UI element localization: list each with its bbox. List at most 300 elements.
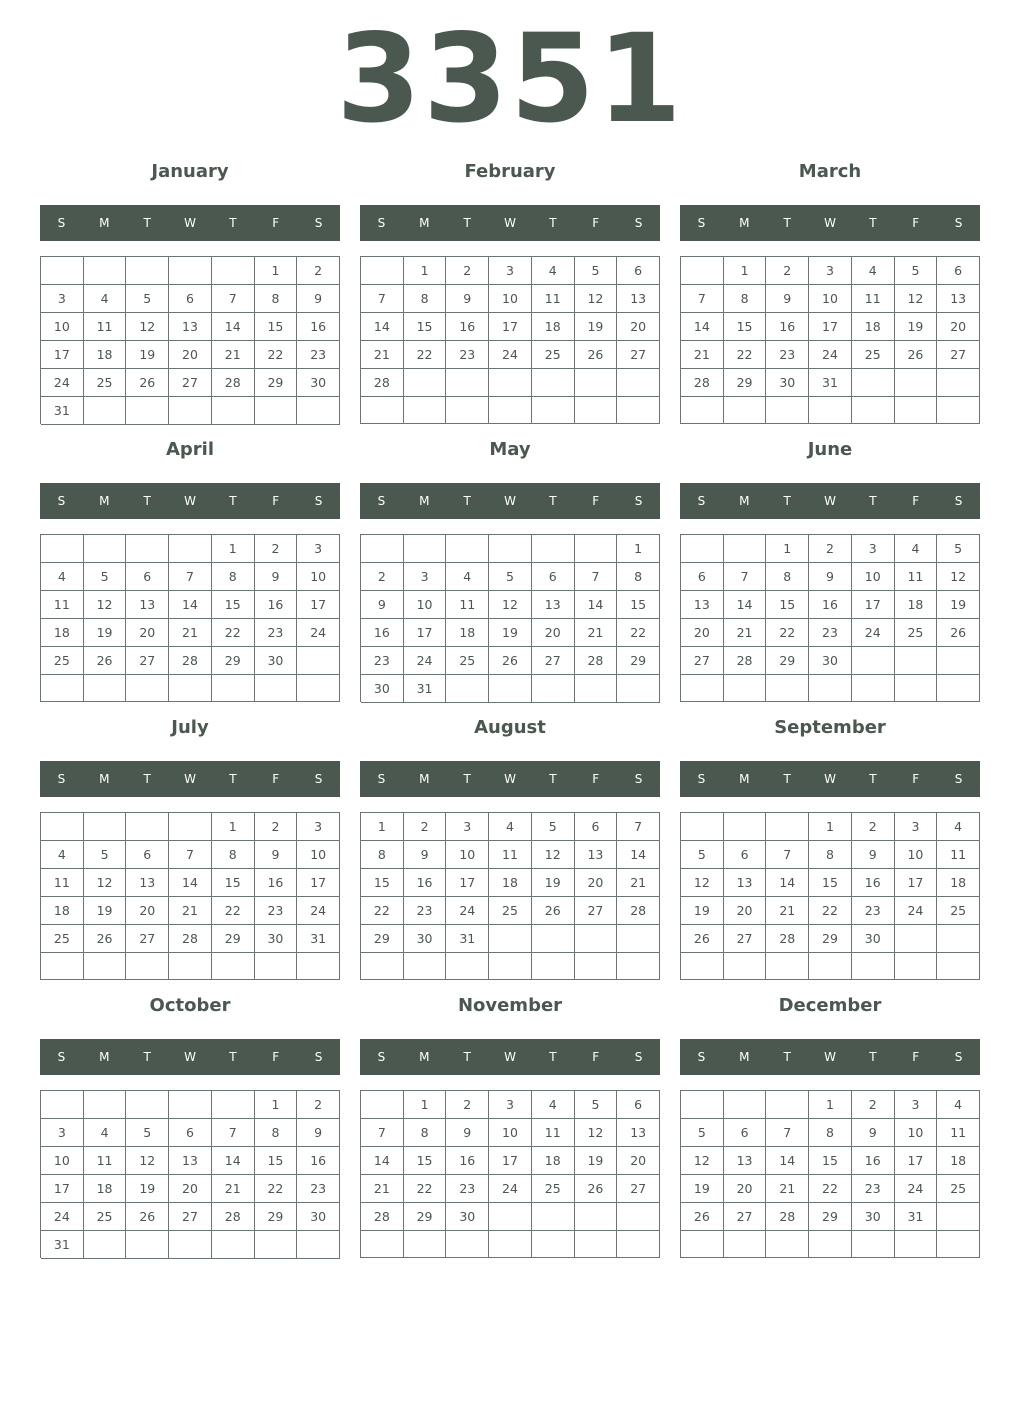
day-cell: 11 [41, 591, 84, 619]
day-cell: 27 [617, 341, 660, 369]
weekday-label: W [504, 772, 516, 786]
weekday-label: S [314, 772, 323, 786]
day-cell: 6 [575, 813, 618, 841]
day-cell: 28 [766, 1203, 809, 1231]
empty-cell [255, 675, 298, 702]
day-cell: 30 [809, 647, 852, 675]
day-cell: 13 [575, 841, 618, 869]
day-cell: 5 [681, 841, 724, 869]
day-grid [40, 534, 340, 702]
day-cell: 14 [212, 1147, 255, 1175]
day-cell: 10 [852, 563, 895, 591]
day-cell: 2 [852, 1091, 895, 1119]
day-cell: 30 [297, 1203, 340, 1231]
month-name: March [798, 161, 862, 182]
day-cell: 18 [41, 897, 84, 925]
empty-cell [681, 535, 724, 563]
weekday-label: M [419, 1050, 430, 1064]
weekday-label: T [549, 494, 557, 508]
day-cell: 29 [617, 647, 660, 675]
day-cell: 3 [809, 257, 852, 285]
empty-cell [809, 1231, 852, 1258]
empty-cell [41, 675, 84, 702]
weekday-label: M [739, 772, 750, 786]
empty-cell [575, 397, 618, 424]
day-cell: 22 [212, 897, 255, 925]
empty-cell [681, 1231, 724, 1258]
day-cell: 15 [724, 313, 767, 341]
day-cell: 20 [126, 619, 169, 647]
empty-cell [212, 675, 255, 702]
weekday-label: S [634, 494, 643, 508]
empty-cell [126, 1231, 169, 1259]
empty-cell [489, 1231, 532, 1258]
empty-cell [724, 535, 767, 563]
day-cell: 1 [361, 813, 404, 841]
empty-cell [532, 535, 575, 563]
empty-cell [489, 369, 532, 397]
empty-cell [126, 675, 169, 702]
day-cell: 31 [297, 925, 340, 953]
day-cell: 5 [84, 841, 127, 869]
day-cell: 10 [895, 841, 938, 869]
weekday-label: T [143, 1050, 151, 1064]
weekday-label: W [824, 494, 836, 508]
weekday-label: S [634, 216, 643, 230]
weekday-label: T [229, 216, 237, 230]
day-cell: 7 [575, 563, 618, 591]
day-cell: 23 [766, 341, 809, 369]
day-grid [360, 534, 660, 702]
weekday-label: W [184, 772, 196, 786]
empty-cell [169, 397, 212, 425]
day-grid [360, 812, 660, 980]
day-cell: 18 [446, 619, 489, 647]
day-cell: 10 [41, 1147, 84, 1175]
day-cell: 25 [937, 1175, 980, 1203]
day-grid [680, 1090, 980, 1258]
day-cell: 29 [212, 647, 255, 675]
day-cell: 27 [126, 647, 169, 675]
day-cell: 3 [895, 1091, 938, 1119]
day-cell: 9 [852, 841, 895, 869]
weekday-label: M [99, 772, 110, 786]
day-cell: 16 [297, 1147, 340, 1175]
month-name: July [171, 717, 209, 738]
day-cell: 10 [297, 841, 340, 869]
day-cell: 9 [255, 841, 298, 869]
day-cell: 14 [361, 313, 404, 341]
day-cell: 21 [617, 869, 660, 897]
day-cell: 9 [297, 285, 340, 313]
weekday-label: S [697, 216, 706, 230]
empty-cell [617, 1203, 660, 1231]
day-cell: 9 [297, 1119, 340, 1147]
day-cell: 22 [361, 897, 404, 925]
day-cell: 29 [809, 925, 852, 953]
day-cell: 25 [532, 341, 575, 369]
day-cell: 8 [361, 841, 404, 869]
day-grid [680, 256, 980, 424]
empty-cell [255, 1231, 298, 1259]
day-cell: 11 [446, 591, 489, 619]
day-cell: 28 [766, 925, 809, 953]
day-cell: 23 [809, 619, 852, 647]
day-cell: 14 [169, 869, 212, 897]
day-cell: 29 [255, 369, 298, 397]
empty-cell [766, 953, 809, 980]
day-cell: 5 [895, 257, 938, 285]
weekday-label: F [592, 494, 600, 508]
day-cell: 2 [255, 535, 298, 563]
day-cell: 27 [575, 897, 618, 925]
empty-cell [937, 1231, 980, 1258]
empty-cell [937, 925, 980, 953]
day-cell: 23 [361, 647, 404, 675]
empty-cell [446, 675, 489, 703]
day-grid [40, 1090, 340, 1258]
day-cell: 25 [937, 897, 980, 925]
day-cell: 11 [84, 313, 127, 341]
weekday-label: T [143, 216, 151, 230]
day-cell: 19 [681, 897, 724, 925]
month-name: October [149, 995, 231, 1016]
empty-cell [489, 675, 532, 703]
day-cell: 19 [681, 1175, 724, 1203]
day-cell: 11 [937, 841, 980, 869]
weekday-label: W [184, 494, 196, 508]
day-cell: 19 [126, 1175, 169, 1203]
weekday-label: T [783, 216, 791, 230]
empty-cell [766, 675, 809, 702]
empty-cell [724, 675, 767, 702]
day-cell: 1 [766, 535, 809, 563]
weekday-header [680, 1039, 980, 1075]
day-cell: 25 [84, 1203, 127, 1231]
day-cell: 7 [724, 563, 767, 591]
day-cell: 8 [255, 285, 298, 313]
weekday-label: M [419, 216, 430, 230]
day-cell: 11 [937, 1119, 980, 1147]
weekday-label: T [229, 772, 237, 786]
empty-cell [895, 953, 938, 980]
empty-cell [255, 397, 298, 425]
day-cell: 28 [361, 1203, 404, 1231]
day-cell: 9 [766, 285, 809, 313]
day-cell: 15 [361, 869, 404, 897]
day-cell: 4 [41, 563, 84, 591]
day-cell: 10 [489, 1119, 532, 1147]
day-cell: 1 [809, 1091, 852, 1119]
day-cell: 15 [212, 591, 255, 619]
day-cell: 25 [852, 341, 895, 369]
day-cell: 6 [617, 257, 660, 285]
weekday-label: M [419, 494, 430, 508]
day-cell: 2 [446, 1091, 489, 1119]
weekday-label: T [549, 216, 557, 230]
weekday-label: M [99, 494, 110, 508]
empty-cell [212, 1231, 255, 1259]
day-cell: 20 [617, 1147, 660, 1175]
day-cell: 26 [681, 1203, 724, 1231]
day-cell: 11 [84, 1147, 127, 1175]
weekday-label: M [99, 1050, 110, 1064]
day-cell: 24 [297, 897, 340, 925]
empty-cell [937, 647, 980, 675]
day-cell: 8 [404, 285, 447, 313]
day-cell: 27 [617, 1175, 660, 1203]
day-cell: 1 [212, 535, 255, 563]
empty-cell [532, 1231, 575, 1258]
day-cell: 30 [361, 675, 404, 703]
day-cell: 22 [255, 341, 298, 369]
weekday-header [360, 1039, 660, 1075]
day-cell: 16 [446, 313, 489, 341]
empty-cell [937, 397, 980, 424]
day-cell: 5 [532, 813, 575, 841]
empty-cell [446, 1231, 489, 1258]
day-cell: 12 [575, 1119, 618, 1147]
day-cell: 27 [126, 925, 169, 953]
empty-cell [212, 953, 255, 980]
empty-cell [895, 925, 938, 953]
day-cell: 17 [297, 591, 340, 619]
day-cell: 10 [41, 313, 84, 341]
weekday-label: T [783, 772, 791, 786]
weekday-label: S [314, 1050, 323, 1064]
day-cell: 12 [681, 1147, 724, 1175]
day-cell: 2 [255, 813, 298, 841]
day-cell: 20 [126, 897, 169, 925]
empty-cell [489, 1203, 532, 1231]
day-cell: 29 [255, 1203, 298, 1231]
empty-cell [84, 813, 127, 841]
day-cell: 4 [937, 813, 980, 841]
weekday-label: S [314, 216, 323, 230]
empty-cell [532, 397, 575, 424]
day-cell: 24 [41, 369, 84, 397]
day-grid [40, 812, 340, 980]
day-cell: 3 [297, 535, 340, 563]
day-cell: 22 [404, 341, 447, 369]
day-cell: 20 [724, 1175, 767, 1203]
day-cell: 29 [809, 1203, 852, 1231]
empty-cell [532, 925, 575, 953]
day-cell: 30 [852, 1203, 895, 1231]
day-cell: 11 [532, 285, 575, 313]
empty-cell [937, 675, 980, 702]
month-name: June [807, 439, 853, 460]
day-cell: 6 [681, 563, 724, 591]
empty-cell [404, 953, 447, 980]
weekday-label: T [463, 216, 471, 230]
empty-cell [169, 675, 212, 702]
day-cell: 9 [404, 841, 447, 869]
day-cell: 18 [41, 619, 84, 647]
day-cell: 8 [212, 841, 255, 869]
day-cell: 11 [41, 869, 84, 897]
empty-cell [895, 675, 938, 702]
empty-cell [724, 1231, 767, 1258]
empty-cell [681, 813, 724, 841]
weekday-label: M [739, 494, 750, 508]
weekday-label: S [57, 772, 66, 786]
empty-cell [404, 535, 447, 563]
day-cell: 25 [41, 925, 84, 953]
weekday-label: F [272, 494, 280, 508]
weekday-label: F [592, 1050, 600, 1064]
empty-cell [126, 1091, 169, 1119]
empty-cell [895, 647, 938, 675]
weekday-label: S [57, 494, 66, 508]
day-cell: 23 [297, 1175, 340, 1203]
day-cell: 22 [404, 1175, 447, 1203]
day-cell: 16 [766, 313, 809, 341]
day-cell: 17 [404, 619, 447, 647]
day-cell: 5 [126, 285, 169, 313]
day-cell: 26 [489, 647, 532, 675]
day-cell: 7 [766, 1119, 809, 1147]
empty-cell [575, 953, 618, 980]
day-cell: 2 [766, 257, 809, 285]
day-cell: 12 [895, 285, 938, 313]
day-cell: 20 [169, 1175, 212, 1203]
day-cell: 25 [446, 647, 489, 675]
day-cell: 13 [681, 591, 724, 619]
empty-cell [84, 1231, 127, 1259]
day-cell: 3 [404, 563, 447, 591]
day-cell: 13 [724, 869, 767, 897]
empty-cell [895, 369, 938, 397]
day-cell: 14 [617, 841, 660, 869]
weekday-label: S [377, 494, 386, 508]
empty-cell [169, 257, 212, 285]
empty-cell [361, 1231, 404, 1258]
empty-cell [126, 535, 169, 563]
day-cell: 14 [766, 869, 809, 897]
day-grid [360, 1090, 660, 1258]
day-cell: 12 [84, 869, 127, 897]
weekday-header [40, 761, 340, 797]
day-cell: 4 [852, 257, 895, 285]
weekday-label: T [229, 494, 237, 508]
day-cell: 19 [895, 313, 938, 341]
day-cell: 29 [724, 369, 767, 397]
day-cell: 26 [126, 1203, 169, 1231]
day-cell: 12 [575, 285, 618, 313]
day-cell: 18 [532, 313, 575, 341]
day-cell: 9 [255, 563, 298, 591]
day-cell: 15 [404, 313, 447, 341]
weekday-label: T [463, 494, 471, 508]
weekday-label: S [377, 216, 386, 230]
empty-cell [404, 397, 447, 424]
empty-cell [895, 397, 938, 424]
day-cell: 9 [446, 1119, 489, 1147]
empty-cell [169, 1091, 212, 1119]
day-cell: 30 [255, 925, 298, 953]
day-cell: 7 [212, 285, 255, 313]
day-cell: 7 [169, 841, 212, 869]
day-cell: 23 [446, 1175, 489, 1203]
day-cell: 8 [809, 1119, 852, 1147]
weekday-label: T [869, 494, 877, 508]
day-cell: 28 [169, 647, 212, 675]
day-cell: 20 [575, 869, 618, 897]
weekday-label: S [634, 1050, 643, 1064]
month-name: February [464, 161, 556, 182]
day-cell: 17 [489, 313, 532, 341]
weekday-label: M [739, 216, 750, 230]
day-cell: 13 [169, 313, 212, 341]
weekday-label: S [954, 772, 963, 786]
month-name: May [489, 439, 531, 460]
day-cell: 29 [212, 925, 255, 953]
day-cell: 8 [724, 285, 767, 313]
day-cell: 22 [809, 897, 852, 925]
day-cell: 23 [852, 1175, 895, 1203]
day-cell: 24 [489, 1175, 532, 1203]
day-cell: 14 [361, 1147, 404, 1175]
day-cell: 24 [297, 619, 340, 647]
day-cell: 5 [937, 535, 980, 563]
empty-cell [532, 369, 575, 397]
day-cell: 14 [766, 1147, 809, 1175]
day-cell: 24 [895, 897, 938, 925]
day-cell: 17 [41, 341, 84, 369]
day-cell: 21 [575, 619, 618, 647]
empty-cell [937, 953, 980, 980]
empty-cell [617, 1231, 660, 1258]
weekday-label: W [184, 1050, 196, 1064]
day-cell: 19 [532, 869, 575, 897]
empty-cell [126, 257, 169, 285]
empty-cell [297, 647, 340, 675]
day-cell: 26 [84, 647, 127, 675]
day-cell: 11 [852, 285, 895, 313]
empty-cell [126, 953, 169, 980]
day-cell: 25 [489, 897, 532, 925]
day-cell: 15 [809, 869, 852, 897]
day-cell: 19 [575, 313, 618, 341]
empty-cell [489, 953, 532, 980]
day-cell: 23 [255, 619, 298, 647]
day-cell: 17 [895, 1147, 938, 1175]
day-cell: 1 [617, 535, 660, 563]
empty-cell [766, 813, 809, 841]
empty-cell [575, 675, 618, 703]
weekday-label: T [229, 1050, 237, 1064]
day-cell: 31 [895, 1203, 938, 1231]
day-cell: 31 [809, 369, 852, 397]
weekday-label: S [57, 216, 66, 230]
day-cell: 13 [617, 1119, 660, 1147]
empty-cell [169, 813, 212, 841]
day-cell: 1 [404, 1091, 447, 1119]
empty-cell [809, 397, 852, 424]
empty-cell [169, 535, 212, 563]
weekday-label: W [824, 1050, 836, 1064]
day-cell: 31 [404, 675, 447, 703]
day-cell: 13 [724, 1147, 767, 1175]
day-cell: 26 [937, 619, 980, 647]
weekday-label: F [912, 1050, 920, 1064]
empty-cell [361, 535, 404, 563]
empty-cell [617, 369, 660, 397]
empty-cell [84, 397, 127, 425]
weekday-label: T [549, 1050, 557, 1064]
empty-cell [809, 675, 852, 702]
